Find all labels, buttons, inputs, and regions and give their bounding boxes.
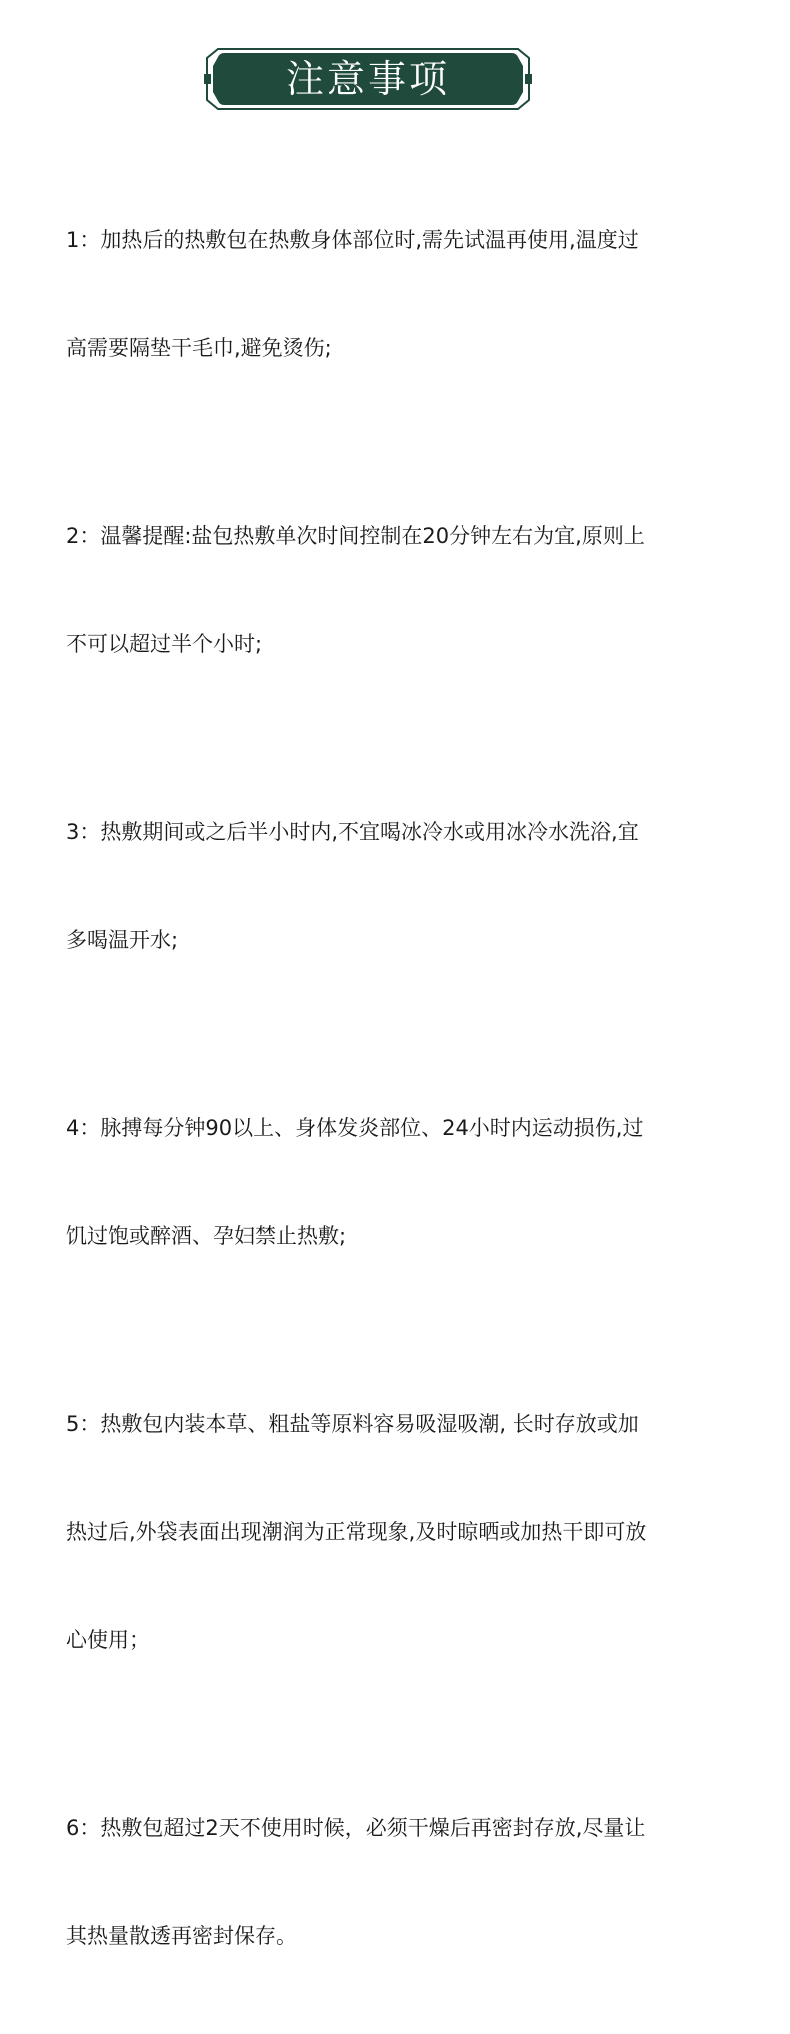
title-banner	[204, 46, 532, 112]
note-line: 不可以超过半个小时;	[66, 632, 263, 656]
note-item	[66, 742, 730, 1030]
note-item	[66, 446, 730, 734]
note-line: 高需要隔垫干毛巾,避免烫伤;	[66, 336, 332, 360]
note-line: 热过后,外袋表面出现潮润为正常现象,及时晾晒或加热干即可放	[66, 1520, 647, 1544]
note-item	[66, 150, 730, 438]
note-item	[66, 1334, 730, 1730]
note-line: 多喝温开水;	[66, 928, 179, 952]
note-line: 饥过饱或醉酒、孕妇禁止热敷;	[66, 1224, 347, 1248]
notes-list	[66, 150, 730, 2034]
note-item	[66, 1738, 730, 2026]
note-line: 3：热敷期间或之后半小时内,不宜喝冰冷水或用冰冷水洗浴,宜	[66, 820, 639, 844]
note-line: 6：热敷包超过2天不使用时候，必须干燥后再密封存放,尽量让	[66, 1816, 646, 1840]
note-item	[66, 1038, 730, 1326]
note-line: 心使用；	[66, 1628, 150, 1652]
note-line: 5：热敷包内装本草、粗盐等原料容易吸湿吸潮, 长时存放或加	[66, 1412, 639, 1436]
note-line: 其热量散透再密封保存。	[66, 1924, 297, 1948]
note-line: 1：加热后的热敷包在热敷身体部位时,需先试温再使用,温度过	[66, 228, 639, 252]
note-line: 2：温馨提醒:盐包热敷单次时间控制在20分钟左右为宜,原则上	[66, 524, 645, 548]
note-line: 4：脉搏每分钟90以上、身体发炎部位、24小时内运动损伤,过	[66, 1116, 644, 1140]
page-title: 注意事项	[285, 57, 450, 101]
